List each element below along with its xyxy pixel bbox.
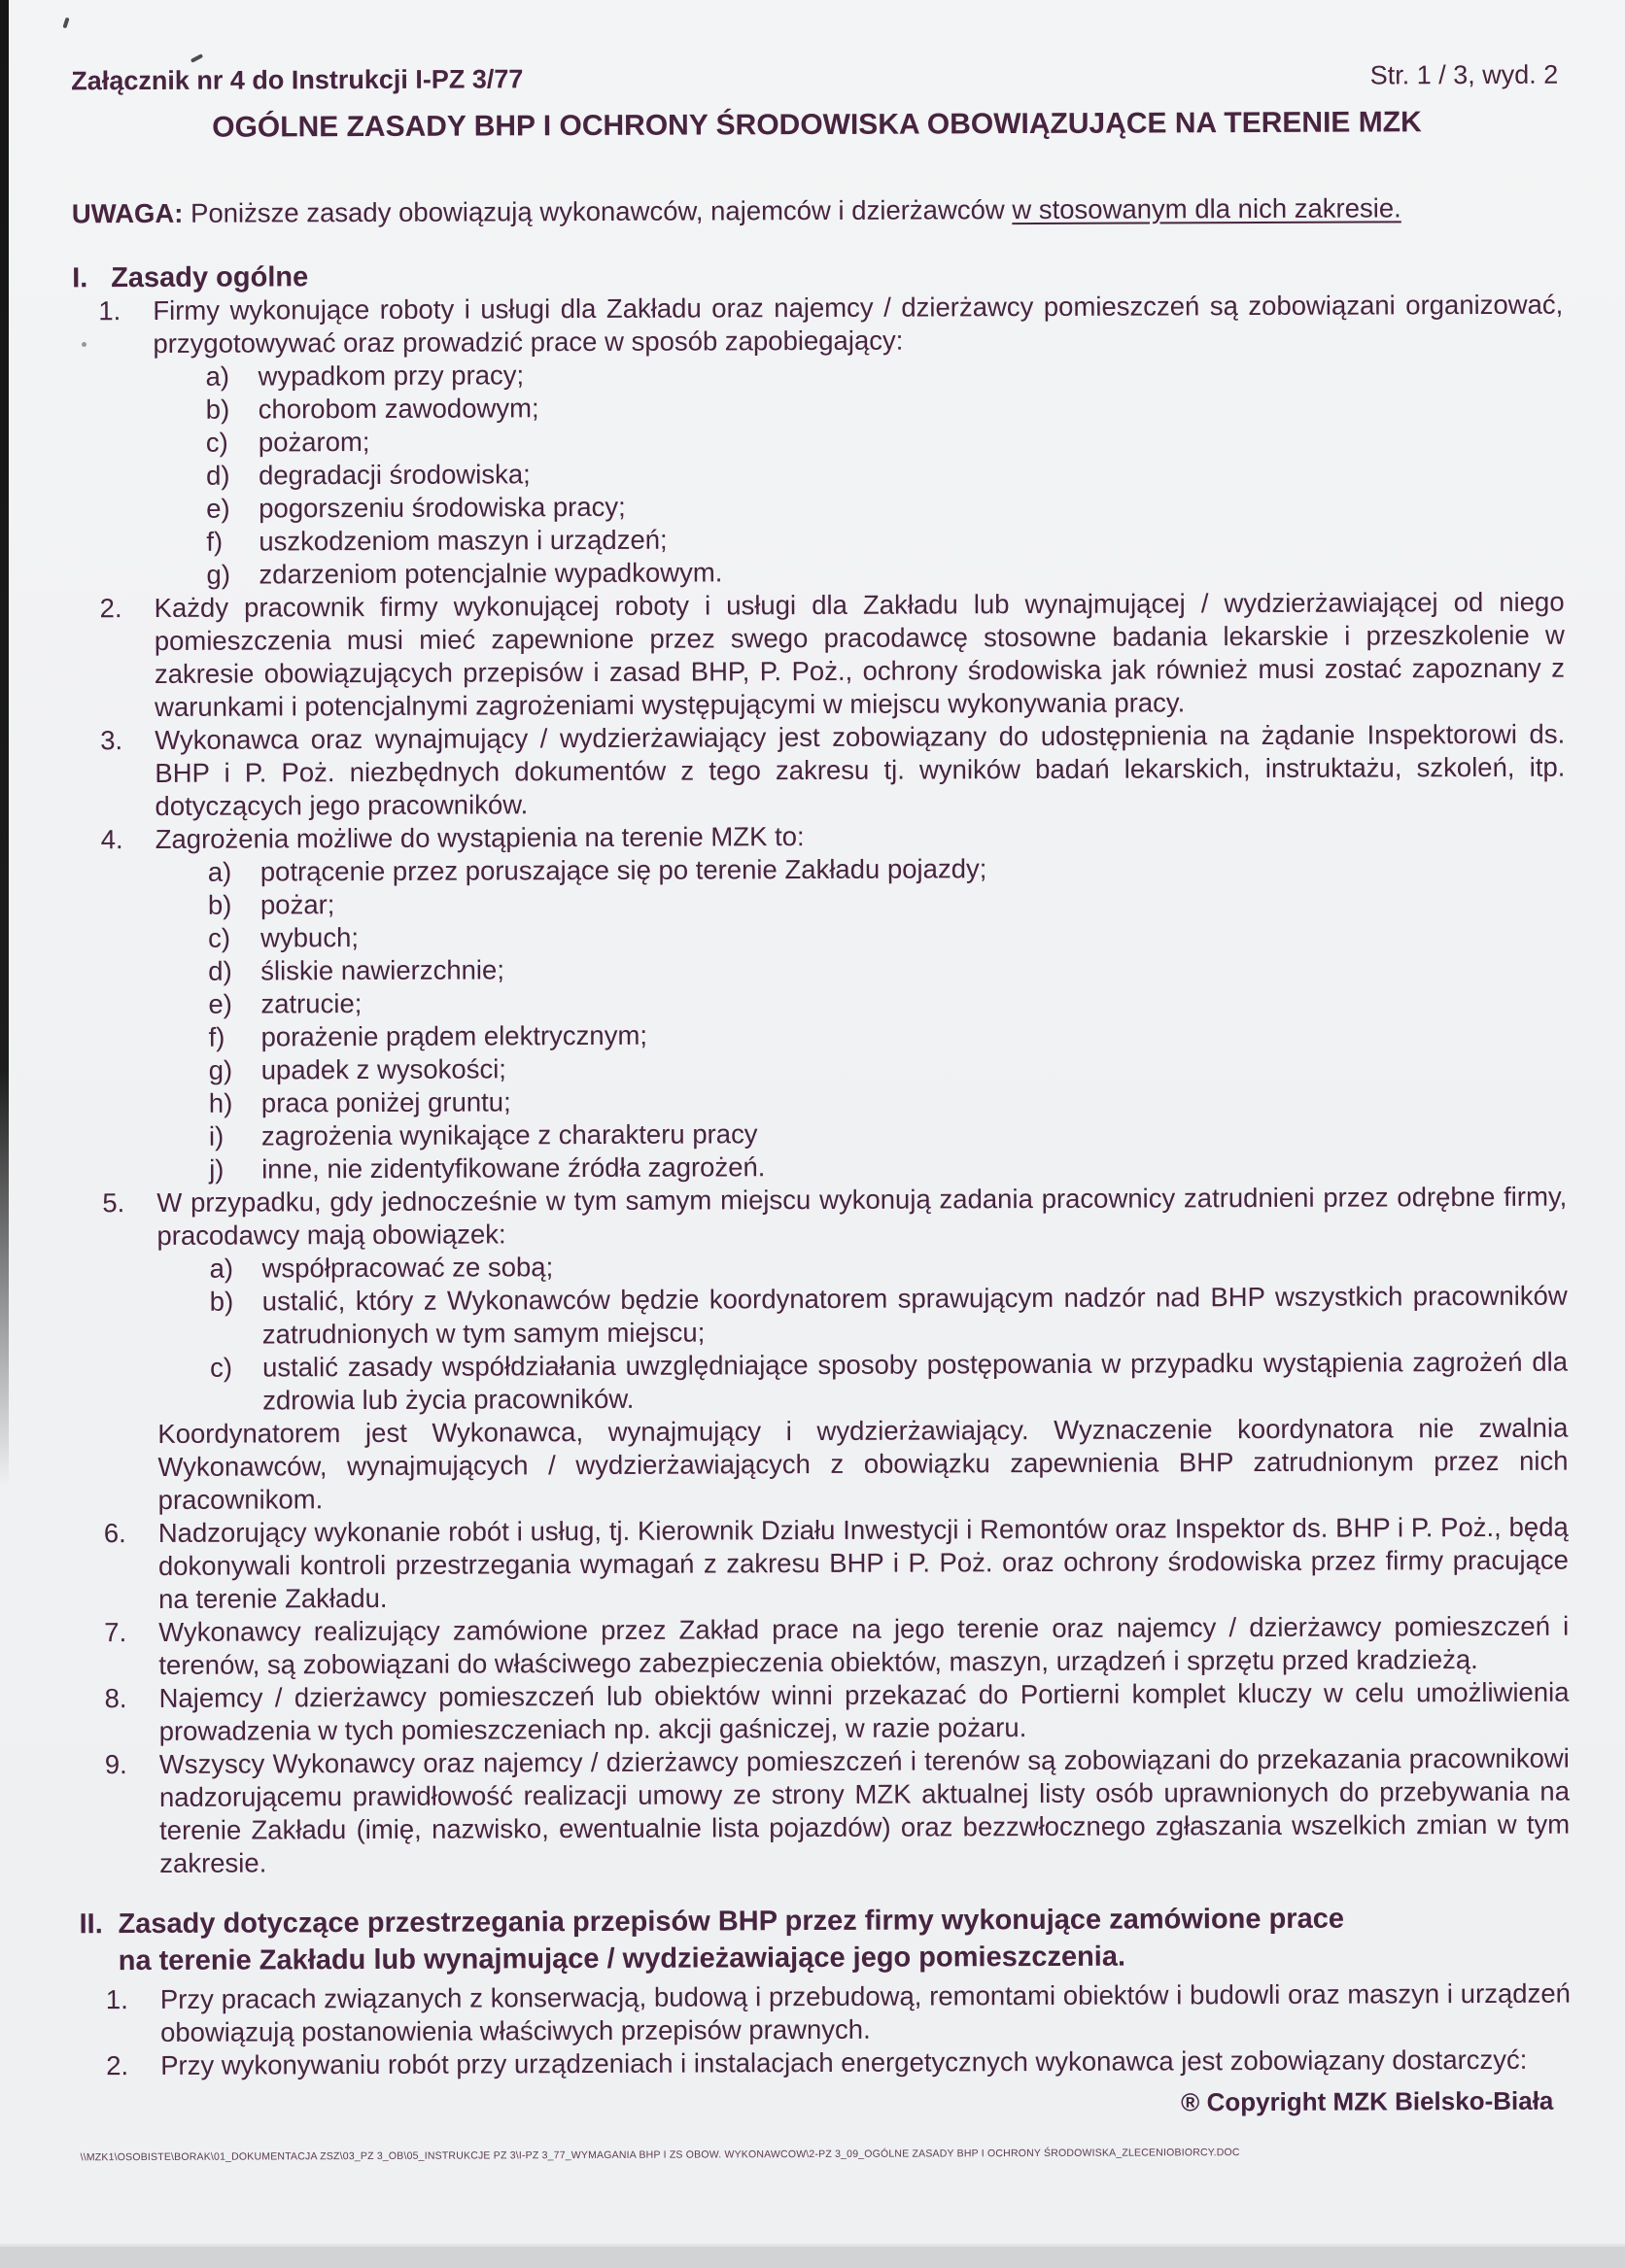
item-text: Wszyscy Wykonawcy oraz najemcy / dzierżawcy pomieszczeń i terenów są zobowiązani do przekazania pracownikowi nadzorującemu prawidłowość realizacji umowy ze strony MZK aktualnej listy osób uprawnionych do przebywania na terenie Zakładu (imię, nazwisko, ewentualnie lista pojazdów) oraz bezzwłocznego zgłaszania wszelkich zmian w tym zakresie. [158, 1742, 1571, 1878]
item-body [153, 289, 1564, 592]
sub-item-marker: b) [205, 394, 230, 425]
item-note: Koordynatorem jest Wykonawca, wynajmujący i wydzierżawiający. Wyznaczenie koordynatora nie zwalnia Wykonawców, wynajmujących / wydzierżawiających z obowiązku zapewnienia BHP zatrudnionym przez nich pracownikom. [157, 1412, 1569, 1515]
section-items [80, 1977, 1571, 2083]
sub-item-marker: g) [206, 559, 231, 590]
item-body [158, 1676, 1569, 1748]
sub-item-text: potrącenie przez poruszające się po terenie Zakładu pojazdy; [259, 853, 987, 887]
sub-items [156, 850, 1567, 1186]
list-item [100, 718, 1565, 824]
item-body [155, 718, 1565, 823]
section-number: I. [72, 262, 88, 294]
sub-item-text: wypadkom przy pracy; [258, 360, 525, 392]
item-body [156, 817, 1568, 1186]
sub-item-text: porażenie prądem elektrycznym; [260, 1019, 648, 1052]
item-text: W przypadku, gdy jednocześnie w tym samym miejscu wykonują zadania pracownicy zatrudnieni przez odrębne firmy, pracodawcy mają obowiązek: [156, 1181, 1568, 1251]
item-number: 2. [99, 593, 122, 624]
item-text: Zagrożenia możliwe do wystąpienia na terenie MZK to: [155, 821, 805, 854]
sections-container [72, 256, 1571, 2083]
item-body [155, 586, 1566, 724]
list-item [101, 817, 1568, 1187]
item-number: 4. [100, 824, 123, 855]
item-number: 5. [102, 1187, 125, 1219]
sub-item-text: ustalić, który z Wykonawców będzie koordynatorem sprawującym nadzór nad BHP wszystkich pracowników zatrudnionych w tym samym miejscu; [261, 1280, 1568, 1350]
sub-item-text: upadek z wysokości; [260, 1053, 506, 1085]
item-number: 1. [105, 1984, 128, 2015]
copyright-line: ® Copyright MZK Bielsko-Biała [1181, 2085, 1554, 2117]
section-items [72, 289, 1570, 1881]
section [72, 256, 1570, 1881]
item-text: Firmy wykonujące roboty i usługi dla Zakładu oraz najemcy / dzierżawcy pomieszczeń są zobowiązani organizować, przygotowywać oraz prowadzić prace w sposób zapobiegający: [153, 289, 1564, 359]
item-body [159, 1742, 1571, 1880]
item-body [156, 1181, 1568, 1517]
sub-item-marker: j) [209, 1153, 225, 1185]
section-heading-text: Zasady dotyczące przestrzegania przepisów BHP przez firmy wykonujące zamówione prace na terenie Zakładu lub wynajmujące / wydzieżawiające jego pomieszczenia. [118, 1903, 1344, 1977]
file-path: \\MZK1\OSOBISTE\BORAK\01_DOKUMENTACJA ZSZ\03_PZ 3_OB\05_INSTRUKCJE PZ 3\I-PZ 3_77_WYMAGANIA BHP I ZS OBOW. WYKONAWCOW\2-PZ 3_09_OGÓLNE ZASADY BHP I OCHRONY ŚRODOWISKA_ZLECENIOBIORCY.DOC [80, 2147, 1240, 2164]
item-body [158, 1610, 1569, 1682]
sub-item-marker: a) [209, 1253, 234, 1284]
sub-item [210, 1280, 1568, 1352]
sub-item-marker: g) [208, 1054, 233, 1085]
item-text: Przy pracach związanych z konserwacją, budową i przebudową, remontami obiektów i budowli oraz maszyn i urządzeń obowiązują postanowienia właściwych przepisów prawnych. [159, 1977, 1571, 2047]
item-text: Każdy pracownik firmy wykonującej roboty i usługi dla Zakładu lub wynajmującej / wydzierżawiającej od niego pomieszczenia musi mieć zapewnione przez swego pracodawcę stosowne badania lekarskie i przeszkolenie w zakresie obowiązujących przepisów i zasad BHP, P. Poż., ochrony środowiska jak również musi zostać zapoznany z warunkami i potencjalnymi zagrożeniami występującymi w miejscu wykonywania pracy. [154, 586, 1565, 722]
sub-item-text: śliskie nawierzchnie; [260, 954, 504, 986]
list-item [98, 289, 1564, 593]
item-text: Wykonawcy realizujący zamówione przez Zakład prace na jego terenie oraz najemcy / dzierżawcy pomieszczeń i terenów, są zobowiązani do właściwego zabezpieczenia obiektów, maszyn, urządzeń i sprzętu przed kradzieżą. [158, 1610, 1570, 1680]
sub-item-marker: a) [207, 856, 232, 887]
sub-item-marker: b) [207, 889, 232, 920]
item-number: 6. [103, 1518, 126, 1549]
page-title: OGÓLNE ZASADY BHP I OCHRONY ŚRODOWISKA OBOWIĄZUJĄCE NA TERENIE MZK [212, 106, 1422, 144]
sub-item-marker: d) [205, 460, 230, 491]
item-number: 3. [100, 725, 123, 756]
sub-item-marker: d) [208, 955, 232, 986]
item-body [158, 1511, 1569, 1616]
document-header [71, 59, 1562, 97]
list-item [102, 1181, 1568, 1518]
section [79, 1900, 1571, 2083]
notice-underlined-text: w stosowanym dla nich zakresie. [1012, 192, 1401, 225]
notice-label: UWAGA: [71, 197, 184, 229]
section-number: II. [79, 1908, 103, 1941]
sub-item-marker: a) [205, 361, 230, 392]
scan-edge-bottom [0, 2247, 1625, 2268]
sub-item-marker: c) [209, 1352, 233, 1383]
sub-item-marker: c) [205, 427, 228, 458]
sub-item-text: inne, nie zidentyfikowane źródła zagrożeń. [261, 1151, 766, 1185]
sub-items [157, 1247, 1569, 1418]
sub-item-text: zdarzeniom potencjalnie wypadkowym. [259, 557, 723, 590]
sub-item-text: pogorszeniu środowiska pracy; [259, 491, 626, 524]
sub-item-marker: e) [206, 493, 230, 524]
attachment-label: Załącznik nr 4 do Instrukcji I-PZ 3/77 [71, 64, 524, 96]
page-number-label: Str. 1 / 3, wyd. 2 [1369, 59, 1559, 90]
section-heading-text: Zasady ogólne [111, 261, 309, 294]
sub-item-text: pożar; [259, 889, 335, 920]
item-text: Wykonawca oraz wynajmujący / wydzierżawiający jest zobowiązany do udostępnienia na żądanie Inspektorowi ds. BHP i P. Poż. niezbędnych dokumentów z tego zakresu tj. wyników badań lekarskich, instruktażu, szkoleń, itp. dotyczących jego pracowników. [155, 718, 1566, 821]
item-number: 2. [106, 2050, 129, 2081]
sub-item [210, 1346, 1568, 1418]
list-item [100, 586, 1566, 725]
sub-item-marker: f) [206, 526, 224, 557]
sub-item-text: zagrożenia wynikające z charakteru pracy [260, 1118, 758, 1151]
notice-line [72, 191, 1563, 231]
sub-item-marker: i) [208, 1120, 225, 1151]
list-item [106, 1977, 1571, 2050]
sub-item-text: degradacji środowiska; [258, 459, 531, 491]
item-number: 9. [104, 1749, 127, 1780]
notice-text: Poniższe zasady obowiązują wykonawców, najemców i dzierżawców [190, 194, 1013, 228]
item-number: 1. [98, 295, 121, 326]
item-number: 7. [104, 1617, 127, 1648]
item-body [160, 2044, 1571, 2082]
item-number: 8. [104, 1683, 127, 1714]
section-heading [79, 1900, 1570, 1980]
item-text: Najemcy / dzierżawcy pomieszczeń lub obiektów winni przekazać do Portierni komplet kluczy w celu umożliwienia prowadzenia w tych pomieszczeniach np. akcji gaśniczej, w razie pożaru. [158, 1676, 1570, 1746]
sub-item-text: chorobom zawodowym; [258, 393, 539, 425]
item-text: Nadzorujący wykonanie robót i usług, tj. Kierownik Działu Inwestycji i Remontów oraz Inspektor ds. BHP i P. Poż., będą dokonywali kontroli przestrzegania wymagań z zakresu BHP i P. Poż. oraz ochrony środowiska przez firmy pracujące na terenie Zakładu. [157, 1511, 1569, 1614]
sub-item-text: wybuch; [260, 922, 360, 953]
sub-item-text: współpracować ze sobą; [261, 1252, 554, 1284]
sub-item-text: ustalić zasady współdziałania uwzględniające sposoby postępowania w przypadku wystąpienia zagrożeń dla zdrowia lub życia pracowników. [261, 1346, 1569, 1416]
list-item [104, 1610, 1569, 1683]
item-body [160, 1977, 1571, 2049]
sub-item-text: praca poniżej gruntu; [260, 1086, 511, 1118]
sub-item-marker: b) [209, 1286, 234, 1317]
list-item [106, 2044, 1571, 2083]
sub-item-marker: h) [208, 1087, 233, 1118]
sub-item-text: zatrucie; [260, 988, 363, 1019]
list-item [105, 1742, 1571, 1881]
sub-item-text: pożarom; [258, 426, 370, 458]
sub-item-marker: c) [208, 922, 231, 953]
sub-item-text: uszkodzeniom maszyn i urządzeń; [259, 524, 668, 557]
item-text: Przy wykonywaniu robót przy urządzeniach i instalacjach energetycznych wykonawca jest zobowiązany dostarczyć: [160, 2044, 1528, 2080]
sub-items [154, 355, 1565, 592]
list-item [104, 1676, 1569, 1749]
sub-item-marker: f) [208, 1021, 225, 1052]
sub-item-marker: e) [208, 988, 232, 1019]
list-item [104, 1511, 1569, 1617]
